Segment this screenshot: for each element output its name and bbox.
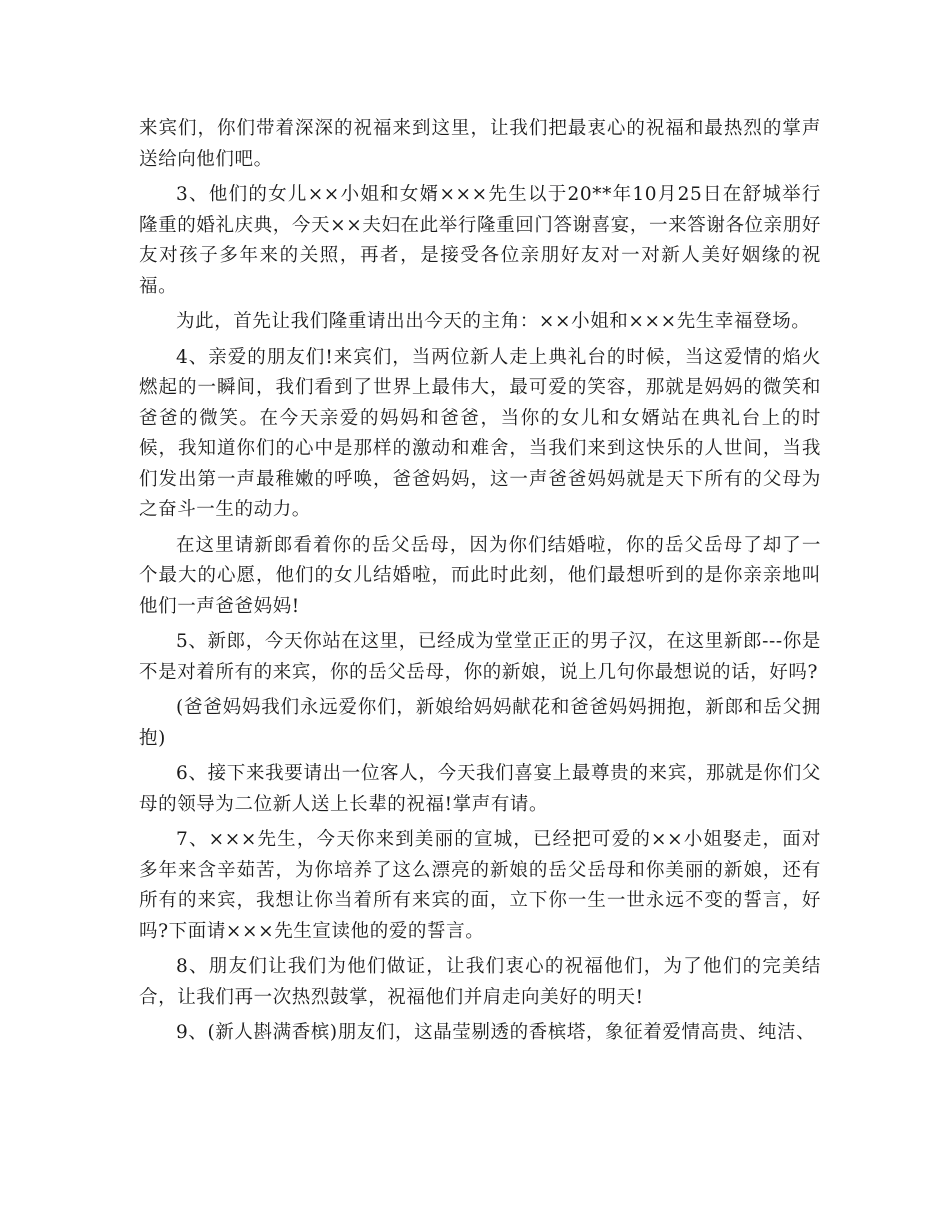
paragraph: 在这里请新郎看着你的岳父岳母，因为你们结婚啦，你的岳父岳母了却了一个最大的心愿，他们的女儿结婚啦，而此时此刻，他们最想听到的是你亲亲地叫他们一声爸爸妈妈! bbox=[139, 534, 821, 617]
paragraph: 5、新郎，今天你站在这里，已经成为堂堂正正的男子汉，在这里新郎---你是不是对着所有的来宾，你的岳父岳母，你的新娘，说上几句你最想说的话，好吗? bbox=[139, 631, 821, 683]
paragraph: 3、他们的女儿××小姐和女婿×××先生以于20**年10月25日在舒城举行隆重的婚礼庆典，今天××夫妇在此举行隆重回门答谢喜宴，一来答谢各位亲朋好友对孩子多年来的关照，再者，是接受各位亲朋好友对一对新人美好姻缘的祝福。 bbox=[139, 184, 821, 297]
paragraph: 4、亲爱的朋友们!来宾们，当两位新人走上典礼台的时候，当这爱情的焰火燃起的一瞬间，我们看到了世界上最伟大，最可爱的笑容，那就是妈妈的微笑和爸爸的微笑。在今天亲爱的妈妈和爸爸，当你的女儿和女婿站在典礼台上的时候，我知道你们的心中是那样的激动和难舍，当我们来到这快乐的人世间，当我们发出第一声最稚嫩的呼唤，爸爸妈妈，这一声爸爸妈妈就是天下所有的父母为之奋斗一生的动力。 bbox=[139, 346, 821, 520]
paragraph: 9、(新人斟满香槟)朋友们，这晶莹剔透的香槟塔，象征着爱情高贵、纯洁、 bbox=[176, 1022, 816, 1043]
paragraph: (爸爸妈妈我们永远爱你们，新娘给妈妈献花和爸爸妈妈拥抱，新郎和岳父拥抱) bbox=[139, 697, 821, 749]
paragraph: 6、接下来我要请出一位客人，今天我们喜宴上最尊贵的来宾，那就是你们父母的领导为二位新人送上长辈的祝福!掌声有请。 bbox=[139, 763, 821, 815]
paragraph: 为此，首先让我们隆重请出出今天的主角：××小姐和×××先生幸福登场。 bbox=[176, 311, 811, 332]
document-body bbox=[139, 114, 821, 1049]
paragraph: 7、×××先生，今天你来到美丽的宣城，已经把可爱的××小姐娶走，面对多年来含辛茹苦，为你培养了这么漂亮的新娘的岳父岳母和你美丽的新娘，还有所有的来宾，我想让你当着所有来宾的面，立下你一生一世永远不变的誓言，好吗?下面请×××先生宣读他的爱的誓言。 bbox=[139, 829, 821, 942]
paragraph: 8、朋友们让我们为他们做证，让我们衷心的祝福他们，为了他们的完美结合，让我们再一次热烈鼓掌，祝福他们并肩走向美好的明天! bbox=[139, 956, 821, 1008]
paragraph: 来宾们，你们带着深深的祝福来到这里，让我们把最衷心的祝福和最热烈的掌声送给向他们吧。 bbox=[139, 118, 821, 170]
